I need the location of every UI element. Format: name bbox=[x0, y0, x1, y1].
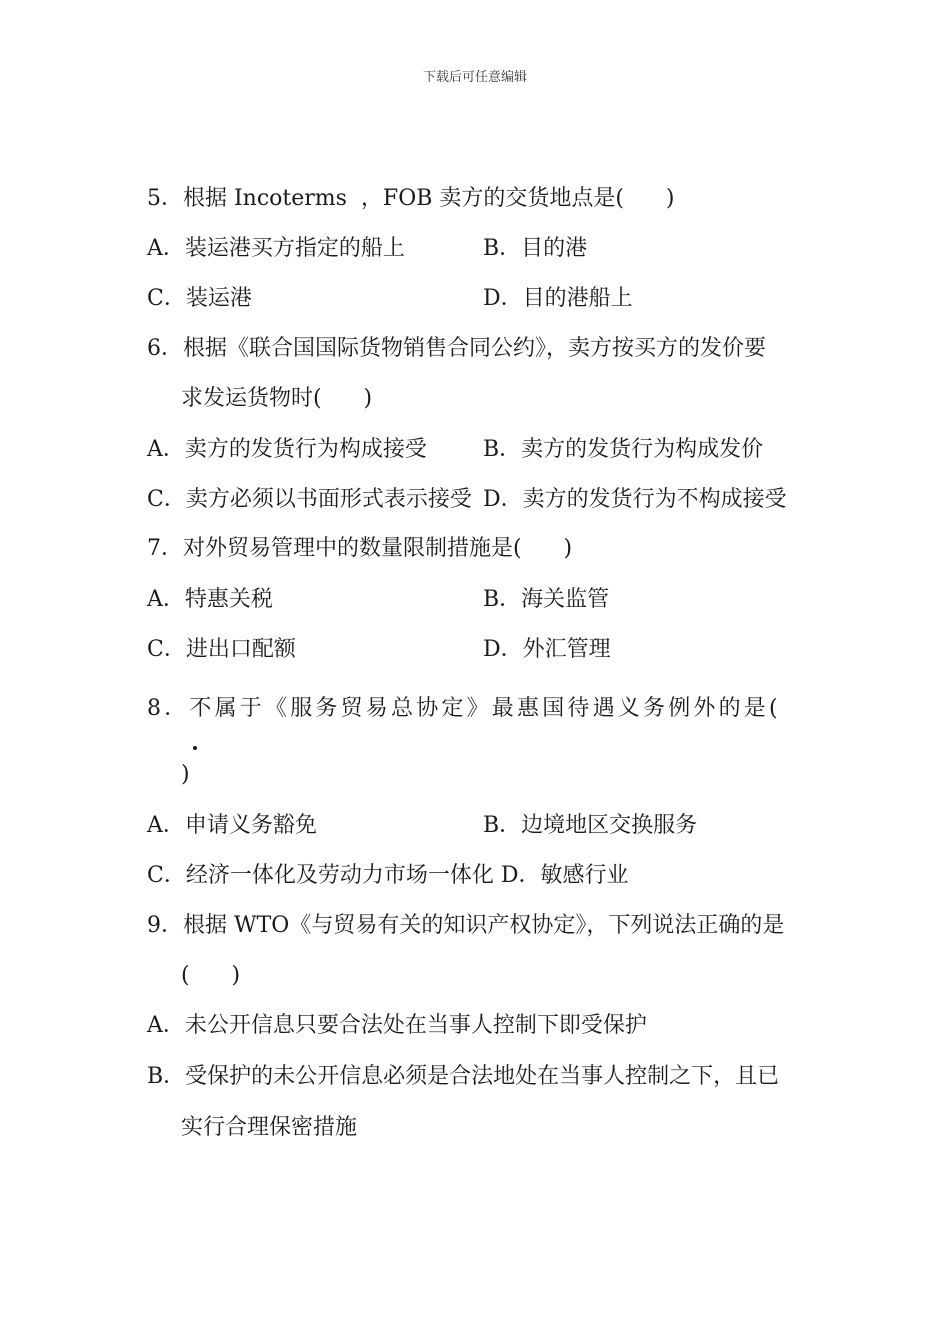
question-6-option-d: D．卖方的发货行为不构成接受 bbox=[483, 487, 787, 512]
question-5-option-d: D．目的港船上 bbox=[483, 286, 633, 311]
question-5-stem: 5．根据 Incoterms ，FOB 卖方的交货地点是( ) bbox=[147, 186, 675, 211]
question-6-option-b: B．卖方的发货行为构成发价 bbox=[483, 437, 764, 462]
page-header: 下载后可任意编辑 bbox=[422, 70, 527, 85]
question-8-option-cd: C．经济一体化及劳动力市场一体化 D．敏感行业 bbox=[147, 863, 629, 888]
question-6-option-a: A．卖方的发货行为构成接受 bbox=[147, 437, 427, 462]
question-8-option-b: B．边境地区交换服务 bbox=[483, 813, 698, 838]
question-6-option-c: C．卖方必须以书面形式表示接受 bbox=[147, 487, 472, 512]
question-9-option-a: A．未公开信息只要合法处在当事人控制下即受保护 bbox=[147, 1013, 647, 1038]
question-6-stem-line2: 求发运货物时( ) bbox=[181, 386, 373, 411]
question-9-option-b-line1: B．受保护的未公开信息必须是合法地处在当事人控制之下，且已 bbox=[147, 1064, 780, 1089]
question-6-stem-line1: 6．根据《联合国国际货物销售合同公约》，卖方按买方的发价要 bbox=[147, 336, 766, 361]
question-5-option-c: C．装运港 bbox=[147, 286, 252, 311]
question-7-option-d: D．外汇管理 bbox=[483, 637, 611, 662]
question-9-option-b-line2: 实行合理保密措施 bbox=[181, 1115, 358, 1140]
emphasis-dot bbox=[193, 746, 197, 750]
question-7-stem: 7．对外贸易管理中的数量限制措施是( ) bbox=[147, 536, 573, 561]
question-5-option-b: B．目的港 bbox=[483, 236, 588, 261]
question-8-option-a: A．申请义务豁免 bbox=[147, 813, 317, 838]
question-7-option-b: B．海关监管 bbox=[483, 587, 610, 612]
question-9-stem-line1: 9．根据 WTO《与贸易有关的知识产权协定》，下列说法正确的是 bbox=[147, 913, 785, 938]
question-7-option-c: C．进出口配额 bbox=[147, 637, 296, 662]
question-5-option-a: A．装运港买方指定的船上 bbox=[147, 236, 405, 261]
question-7-option-a: A．特惠关税 bbox=[147, 587, 273, 612]
question-9-stem-line2: ( ) bbox=[181, 963, 241, 988]
question-8-stem-line1: 8．不属于《服务贸易总协定》最惠国待遇义务例外的是( bbox=[147, 696, 781, 721]
question-8-stem-line2: ) bbox=[181, 762, 190, 787]
